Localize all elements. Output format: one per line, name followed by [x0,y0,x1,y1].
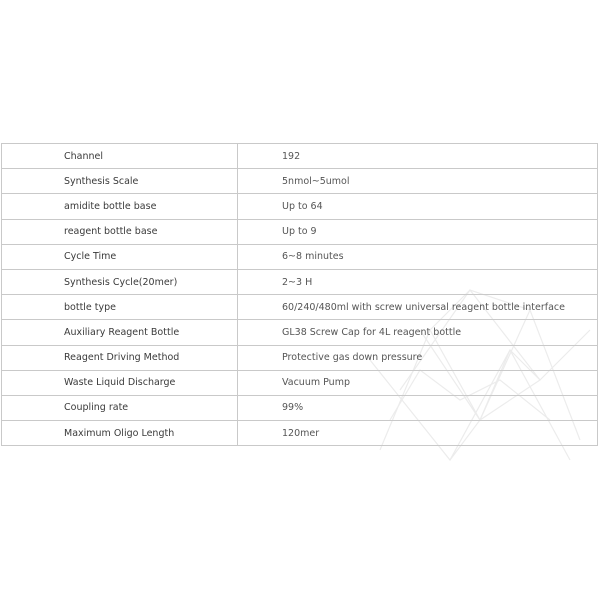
table-row [2,194,598,219]
spec-label: Synthesis Scale [2,169,238,194]
spec-label: reagent bottle base [2,219,238,244]
spec-label: amidite bottle base [2,194,238,219]
table-row [2,169,598,194]
spec-value: 192 [238,144,598,169]
spec-value: Vacuum Pump [238,370,598,395]
spec-label: Coupling rate [2,395,238,420]
spec-value: 120mer [238,421,598,446]
spec-value: Up to 9 [238,219,598,244]
table-row [2,345,598,370]
table-row [2,421,598,446]
spec-value: 2~3 H [238,269,598,294]
spec-value: Up to 64 [238,194,598,219]
table-row [2,269,598,294]
table-row [2,295,598,320]
table-row [2,370,598,395]
table-row [2,144,598,169]
table-row [2,219,598,244]
spec-value: 99% [238,395,598,420]
table-row [2,244,598,269]
spec-label: Channel [2,144,238,169]
table-row [2,320,598,345]
specifications-table [1,143,598,446]
specifications-table-body [2,144,598,446]
spec-label: Reagent Driving Method [2,345,238,370]
spec-label: Auxiliary Reagent Bottle [2,320,238,345]
spec-label: Synthesis Cycle(20mer) [2,269,238,294]
spec-value: 5nmol~5umol [238,169,598,194]
spec-value: 6~8 minutes [238,244,598,269]
spec-value: 60/240/480ml with screw universal reagent bottle interface [238,295,598,320]
spec-value: Protective gas down pressure [238,345,598,370]
spec-label: Waste Liquid Discharge [2,370,238,395]
spec-label: Cycle Time [2,244,238,269]
spec-label: Maximum Oligo Length [2,421,238,446]
table-row [2,395,598,420]
spec-label: bottle type [2,295,238,320]
spec-value: GL38 Screw Cap for 4L reagent bottle [238,320,598,345]
